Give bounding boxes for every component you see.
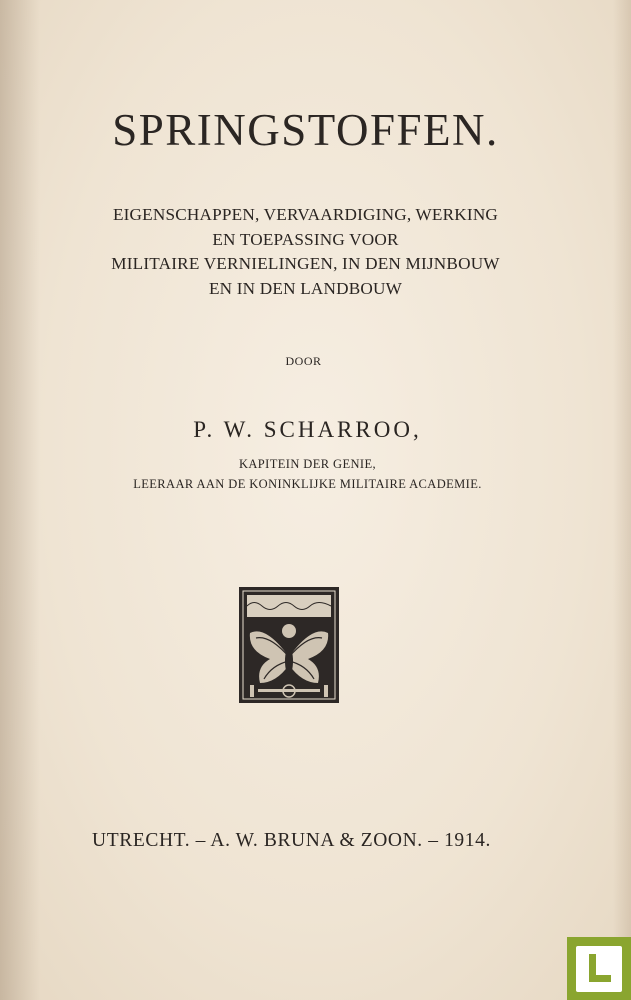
- subtitle-line: EN TOEPASSING VOOR: [212, 229, 399, 249]
- l-logo-icon: [576, 946, 622, 992]
- publisher-imprint: UTRECHT. – A. W. BRUNA & ZOON. – 1914.: [92, 830, 491, 851]
- watermark-sticker: [567, 937, 631, 1000]
- book-subtitle: [0, 203, 621, 301]
- publisher-emblem-icon: [236, 585, 342, 705]
- subtitle-line: MILITAIRE VERNIELINGEN, IN DEN MIJNBOUW: [111, 254, 500, 273]
- subtitle-line: EN IN DEN LANDBOUW: [208, 278, 403, 298]
- subtitle-line: EIGENSCHAPPEN, VERVAARDIGING, WERKING: [112, 205, 499, 224]
- by-label: DOOR: [285, 354, 322, 368]
- book-title: SPRINGSTOFFEN.: [112, 105, 499, 155]
- credential-line: LEERAAR AAN DE KONINKLIJKE MILITAIRE ACADEMIE.: [133, 477, 482, 491]
- author-name: P. W. SCHARROO,: [193, 417, 422, 442]
- credential-line: KAPITEIN DER GENIE,: [238, 457, 377, 471]
- author-credentials: [0, 454, 623, 494]
